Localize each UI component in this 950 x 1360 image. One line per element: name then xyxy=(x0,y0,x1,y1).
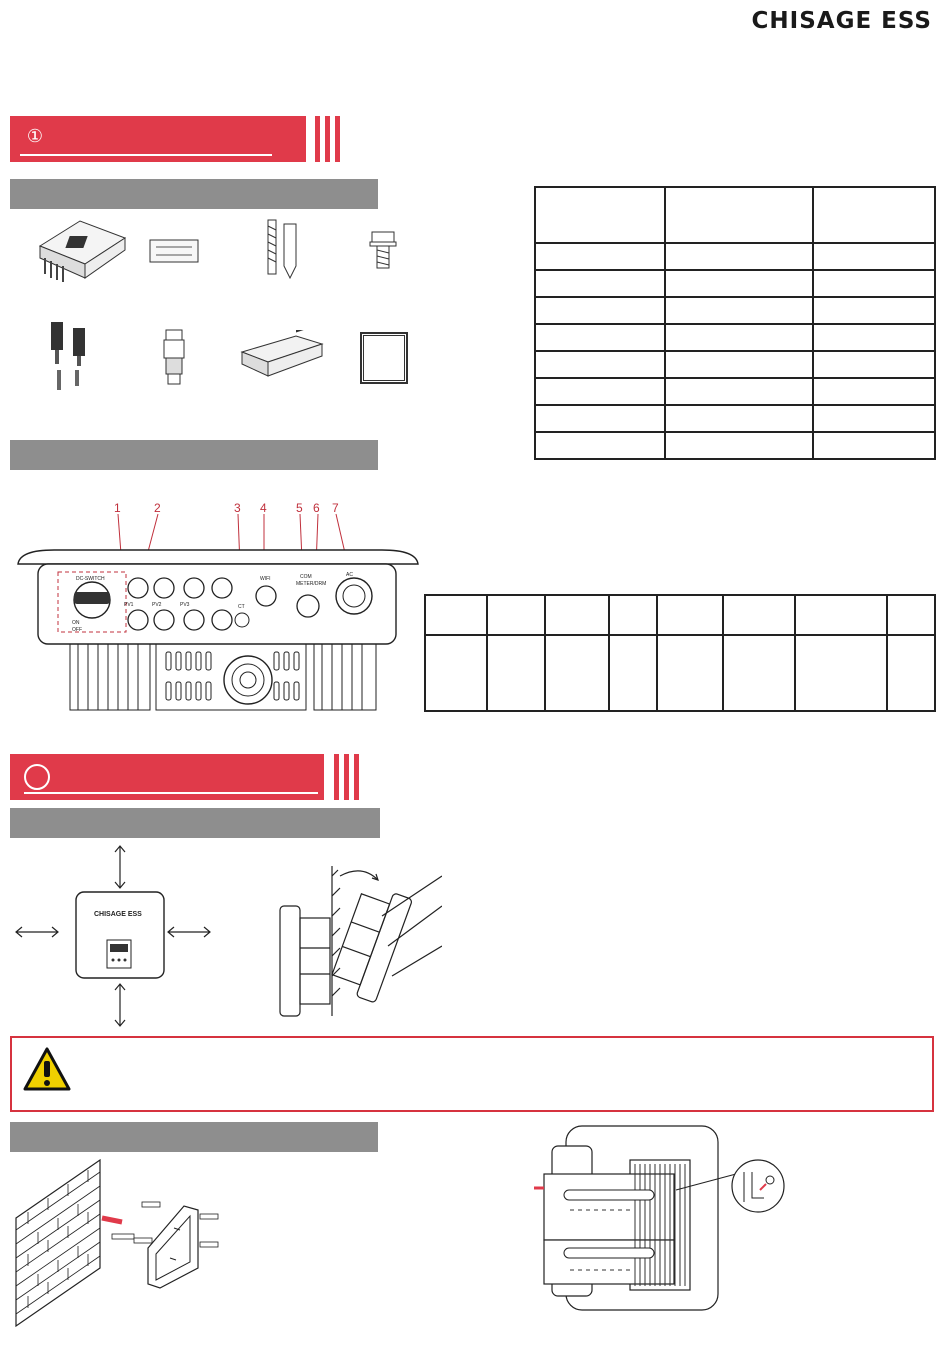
callout-4: 4 xyxy=(260,501,267,515)
wifi-label: WIFI xyxy=(260,576,271,582)
mounting-bracket-image xyxy=(148,238,200,264)
callout-5: 5 xyxy=(296,501,303,515)
pv2-label: PV2 xyxy=(152,602,162,608)
inverter-hanging-diagram xyxy=(530,1120,800,1320)
ac-connector-image xyxy=(160,328,188,388)
table-row xyxy=(425,635,935,711)
off-label: OFF xyxy=(72,627,82,633)
inverter-device-image xyxy=(25,216,135,286)
manual-booklet-inner xyxy=(363,335,405,381)
callout-6: 6 xyxy=(313,501,320,515)
section-1-bar xyxy=(335,116,340,162)
overview-table xyxy=(424,594,936,712)
dc-switch-label: DC-SWITCH xyxy=(76,576,105,582)
pv3-label: PV3 xyxy=(180,602,190,608)
section-2-header xyxy=(10,754,324,800)
pv1-label: PV1 xyxy=(124,602,134,608)
section-1-underline xyxy=(20,154,272,156)
callout-7: 7 xyxy=(332,501,339,515)
table-row xyxy=(535,351,935,378)
callout-3: 3 xyxy=(234,501,241,515)
table-row xyxy=(535,432,935,459)
ct-label: CT xyxy=(238,604,245,610)
mounting-header xyxy=(10,1122,378,1152)
packing-list-table xyxy=(534,186,936,460)
expansion-bolt-image xyxy=(262,216,302,282)
meter-label: METER/DRM xyxy=(296,581,327,587)
clearance-diagram xyxy=(10,842,220,1032)
table-row xyxy=(535,405,935,432)
section-1-number: ① xyxy=(26,126,44,147)
screw-image xyxy=(368,228,398,272)
brand-logo: CHISAGE ESS xyxy=(751,8,932,34)
inverter-bottom-view xyxy=(14,500,420,720)
section-2-bar xyxy=(354,754,359,800)
callout-2: 2 xyxy=(154,501,161,515)
wifi-dongle-image xyxy=(236,330,330,382)
table-row xyxy=(535,297,935,324)
section-2-number xyxy=(24,764,50,790)
table-row xyxy=(425,595,935,635)
table-row xyxy=(535,324,935,351)
pv-connector-image xyxy=(45,318,95,394)
section-1-header xyxy=(10,116,306,162)
section-1-bar xyxy=(325,116,330,162)
product-overview-header xyxy=(10,440,378,470)
table-row xyxy=(535,270,935,297)
section-2-underline xyxy=(24,792,318,794)
on-label: ON xyxy=(72,620,80,626)
com-label: COM xyxy=(300,574,312,580)
installation-clearance-header xyxy=(10,808,380,838)
tilt-angle-diagram xyxy=(272,856,442,1026)
packing-list-header xyxy=(10,179,378,209)
section-2-bar xyxy=(344,754,349,800)
table-row xyxy=(535,378,935,405)
section-1-bar xyxy=(315,116,320,162)
section-2-bar xyxy=(334,754,339,800)
warning-icon xyxy=(22,1046,72,1092)
table-row xyxy=(535,187,935,243)
ac-label: AC xyxy=(346,572,353,578)
wall-mounting-diagram xyxy=(14,1158,244,1328)
warning-box xyxy=(10,1036,934,1112)
clearance-device-label: CHISAGE ESS xyxy=(94,911,142,918)
callout-1: 1 xyxy=(114,501,121,515)
table-row xyxy=(535,243,935,270)
manual-booklet-image xyxy=(360,332,408,384)
